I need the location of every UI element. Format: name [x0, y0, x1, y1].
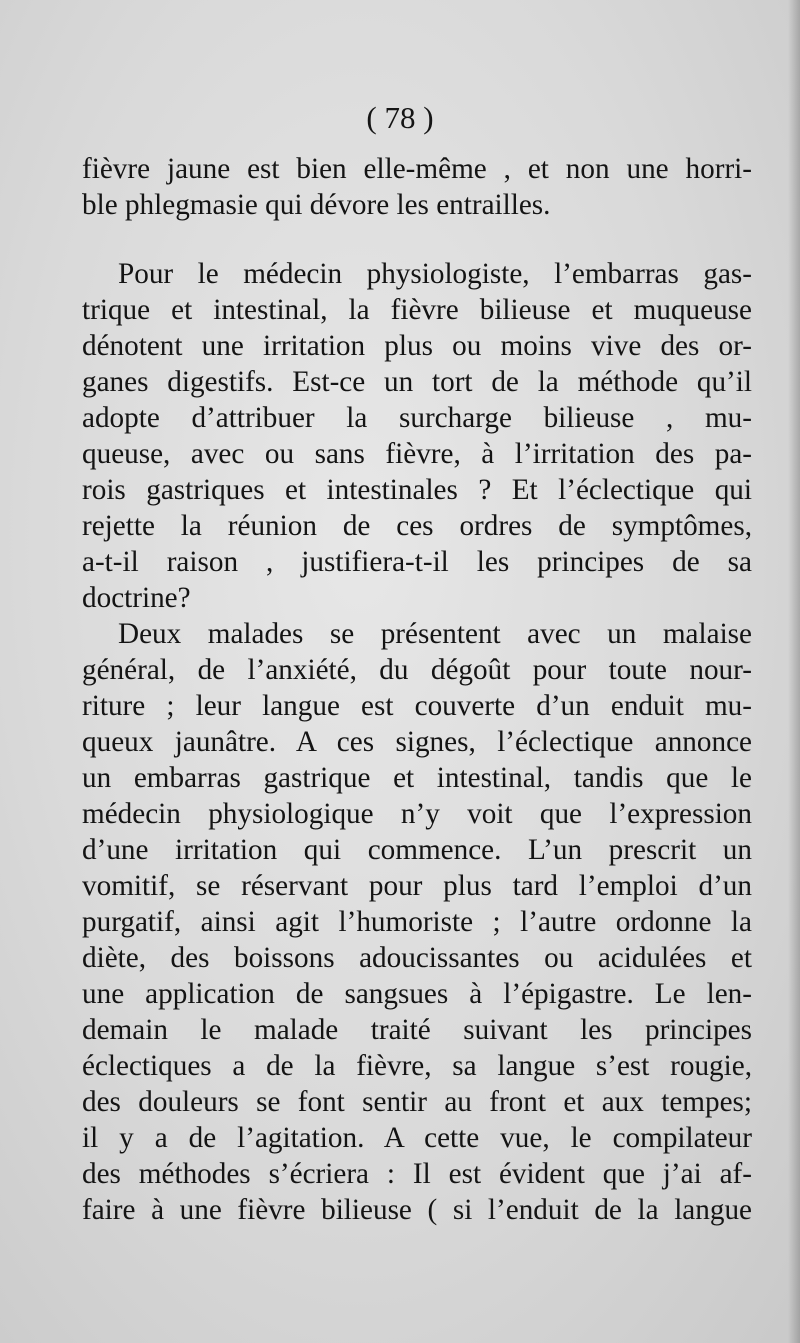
text-line: adopte d’attribuer la surcharge bilieuse , mu- [82, 402, 752, 434]
text-line: riture ; leur langue est couverte d’un enduit mu- [82, 690, 752, 722]
text-line: d’une irritation qui commence. L’un prescrit un [82, 834, 752, 866]
text-line: queux jaunâtre. A ces signes, l’éclectique annonce [82, 726, 752, 758]
text-line: rejette la réunion de ces ordres de symptômes, [82, 510, 752, 542]
text-line: une application de sangsues à l’épigastre. Le len- [82, 978, 752, 1010]
text-line: vomitif, se réservant pour plus tard l’emploi d’un [82, 870, 752, 902]
body-text [82, 151, 752, 1228]
text-line: ganes digestifs. Est-ce un tort de la méthode qu’il [82, 366, 752, 398]
text-line: fièvre jaune est bien elle-même , et non une horri- [82, 153, 752, 185]
page-number: ( 78 ) [366, 100, 434, 135]
text-line: général, de l’anxiété, du dégoût pour toute nour- [82, 654, 752, 686]
text-line: des méthodes s’écriera : Il est évident que j’ai af- [82, 1158, 752, 1190]
text-line: des douleurs se font sentir au front et aux tempes; [82, 1086, 752, 1118]
text-line: éclectiques a de la fièvre, sa langue s’est rougie, [82, 1050, 752, 1082]
text-line: Deux malades se présentent avec un malaise [118, 618, 752, 650]
page-edge-shadow [788, 0, 800, 1343]
text-line: dénotent une irritation plus ou moins vive des or- [82, 330, 752, 362]
text-line: un embarras gastrique et intestinal, tandis que le [82, 762, 752, 794]
text-line: Pour le médecin physiologiste, l’embarras gas- [118, 258, 752, 290]
text-line: médecin physiologique n’y voit que l’expression [82, 798, 752, 830]
text-line: faire à une fièvre bilieuse ( si l’enduit de la langue [82, 1194, 752, 1226]
text-line: rois gastriques et intestinales ? Et l’éclectique qui [82, 474, 752, 506]
text-line: trique et intestinal, la fièvre bilieuse et muqueuse [82, 294, 752, 326]
text-line: purgatif, ainsi agit l’humoriste ; l’autre ordonne la [82, 906, 752, 938]
paragraph-gap [82, 223, 752, 256]
text-line: demain le malade traité suivant les principes [82, 1014, 752, 1046]
text-line: a-t-il raison , justifiera-t-il les principes de sa [82, 546, 752, 578]
text-line: doctrine? [82, 582, 191, 614]
text-line: diète, des boissons adoucissantes ou acidulées et [82, 942, 752, 974]
text-line: queuse, avec ou sans fièvre, à l’irritation des pa- [82, 438, 752, 470]
text-line: ble phlegmasie qui dévore les entrailles. [82, 189, 551, 221]
text-line: il y a de l’agitation. A cette vue, le compilateur [82, 1122, 752, 1154]
